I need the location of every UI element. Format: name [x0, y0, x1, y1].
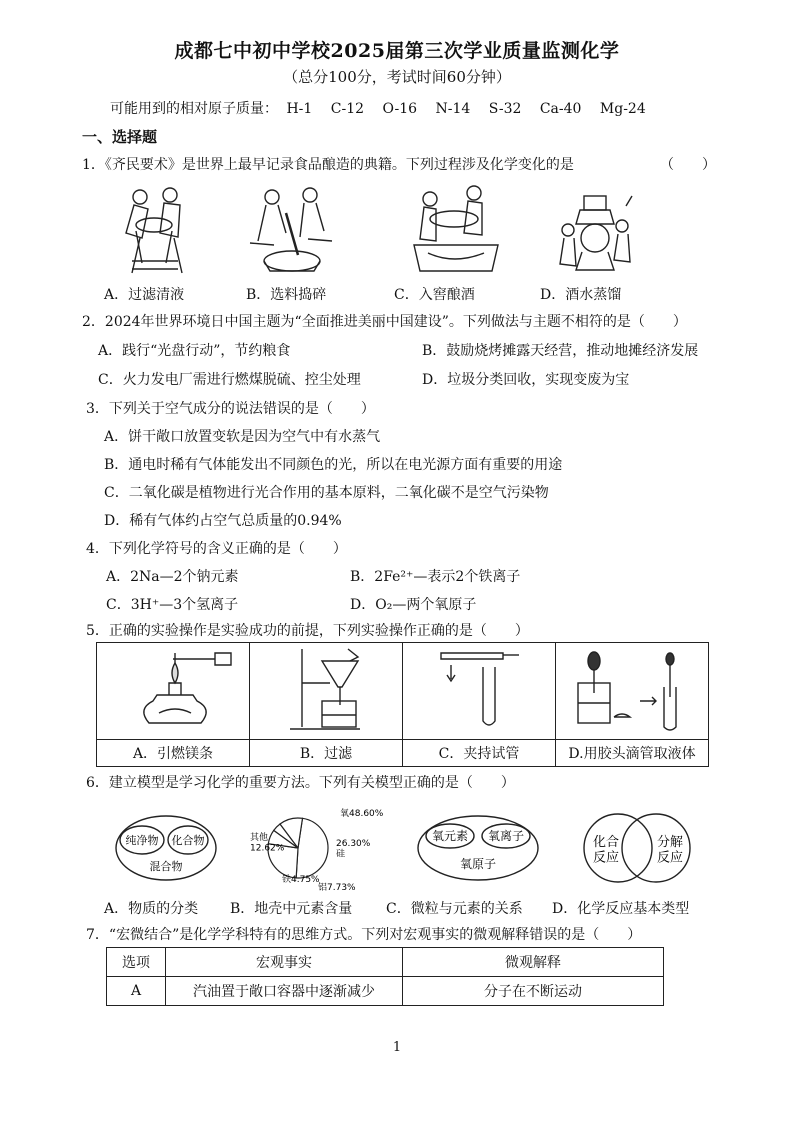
- q5-caption-a: A．引燃镁条: [97, 740, 250, 767]
- atomic-mass: O-16: [382, 101, 418, 117]
- pie-label: 铁4.75%: [282, 875, 320, 885]
- atomic-masses-label: 可能用到的相对原子质量：: [110, 101, 278, 117]
- q3-option-d: D．稀有气体约占空气总质量的0.94%: [104, 513, 342, 529]
- alcohol-lamp-ignite-icon: [97, 643, 249, 735]
- q6-option-d: D．化学反应基本类型: [552, 901, 690, 917]
- page-subtitle: （总分100分，考试时间60分钟）: [283, 68, 511, 86]
- q5-caption-d: D.用胶头滴管取液体: [556, 740, 709, 767]
- q5-image-d: [556, 643, 709, 740]
- q2-option-a: A．践行“光盘行动”，节约粮食: [98, 343, 291, 359]
- model-a-outer-label: 混合物: [149, 860, 183, 873]
- atomic-mass: S-32: [488, 101, 522, 117]
- q5-caption-c: C．夹持试管: [403, 740, 556, 767]
- atomic-mass: H-1: [286, 101, 313, 117]
- question-4-stem: 4．下列化学符号的含义正确的是（ ）: [86, 541, 347, 557]
- q3-option-a: A．饼干敞口放置变软是因为空气中有水蒸气: [104, 429, 381, 445]
- question-6-stem: 6．建立模型是学习化学的重要方法。下列有关模型正确的是（ ）: [86, 775, 515, 791]
- atomic-mass: C-12: [330, 101, 365, 117]
- atomic-mass: Ca-40: [539, 101, 582, 117]
- model-c-right-label: 氧离子: [487, 829, 525, 843]
- pie-label: 26.30%硅: [336, 839, 371, 860]
- q7-table: [106, 947, 664, 1006]
- question-7-stem: 7．“宏微结合”是化学学科特有的思维方式。下列对宏观事实的微观解释错误的是（ ）: [86, 927, 642, 943]
- atomic-mass: N-14: [435, 101, 471, 117]
- q2-option-b: B．鼓励烧烤摊露天经营，推动地摊经济发展: [422, 343, 699, 359]
- model-c-left-label: 氧元素: [431, 829, 469, 843]
- q6-option-a: A．物质的分类: [104, 901, 199, 917]
- q5-image-a: [97, 643, 250, 740]
- model-a-left-label: 纯净物: [125, 834, 159, 847]
- pie-label: 其他 12.62%: [250, 833, 285, 854]
- model-c-particle-diagram: [414, 812, 544, 886]
- q7-cell-macro: 汽油置于敞口容器中逐渐减少: [166, 977, 403, 1006]
- test-tube-holder-icon: [403, 643, 555, 735]
- model-d-reaction-type-diagram: [578, 808, 698, 888]
- q7-header-macro: 宏观事实: [166, 948, 403, 977]
- pie-label: 铝7.73%: [318, 883, 356, 893]
- pie-label: 氧48.60%: [340, 809, 384, 819]
- q4-option-d: D．O₂—两个氧原子: [350, 597, 477, 613]
- q2-option-d: D．垃圾分类回收，实现变废为宝: [422, 372, 630, 388]
- model-c-outer-label: 氧原子: [459, 857, 497, 871]
- q1-option-d: D．酒水蒸馏: [540, 287, 622, 303]
- distilling-scene-icon: [556, 190, 636, 275]
- cellar-fermenting-scene-icon: [408, 183, 503, 278]
- atomic-mass: Mg-24: [599, 101, 646, 117]
- q5-options-table: [96, 642, 709, 767]
- q5-image-b: [250, 643, 403, 740]
- q6-option-c: C．微粒与元素的关系: [386, 901, 523, 917]
- question-1-stem: 1．《齐民要术》是世界上最早记录食品酿造的典籍。下列过程涉及化学变化的是: [82, 157, 574, 173]
- q3-option-b: B．通电时稀有气体能发出不同颜色的光，所以在电光源方面有重要的用途: [104, 457, 563, 473]
- q7-cell-micro: 分子在不断运动: [403, 977, 664, 1006]
- crust-element-pie-chart: [248, 798, 384, 894]
- section-title: 一、选择题: [82, 128, 158, 146]
- question-3-stem: 3．下列关于空气成分的说法错误的是（ ）: [86, 401, 375, 417]
- q4-option-b: B．2Fe²⁺—表示2个铁离子: [350, 569, 521, 585]
- q5-caption-b: B．过滤: [250, 740, 403, 767]
- q3-option-c: C．二氧化碳是植物进行光合作用的基本原料，二氧化碳不是空气污染物: [104, 485, 549, 501]
- q4-option-a: A．2Na—2个钠元素: [106, 569, 239, 585]
- table-row: [107, 977, 664, 1006]
- q1-option-b: B．选料捣碎: [246, 287, 327, 303]
- question-1-answer-bracket: （ ）: [660, 157, 716, 173]
- question-2-stem: 2．2024年世界环境日中国主题为“全面推进美丽中国建设”。下列做法与主题不相符的是（ ）: [82, 314, 687, 330]
- model-d-left-label: 化合反应: [592, 835, 620, 866]
- model-a-classification-diagram: [112, 812, 222, 886]
- q7-cell-option: A: [107, 977, 166, 1006]
- filtering-scene-icon: [112, 183, 197, 278]
- q1-option-a: A．过滤清液: [104, 287, 185, 303]
- page-number: 1: [392, 1040, 402, 1055]
- grinding-scene-icon: [240, 183, 340, 278]
- q2-option-c: C．火力发电厂需进行燃煤脱硫、控尘处理: [98, 372, 361, 388]
- dropper-reagent-icon: [556, 643, 708, 735]
- q4-option-c: C．3H⁺—3个氢离子: [106, 597, 239, 613]
- model-d-right-label: 分解反应: [656, 835, 684, 866]
- q6-option-b: B．地壳中元素含量: [230, 901, 353, 917]
- q7-header-option: 选项: [107, 948, 166, 977]
- page-title: 成都七中初中学校2025届第三次学业质量监测化学: [174, 40, 620, 62]
- atomic-masses-line: [110, 98, 660, 118]
- q5-image-c: [403, 643, 556, 740]
- q1-option-c: C．入窖酿酒: [394, 287, 475, 303]
- question-5-stem: 5．正确的实验操作是实验成功的前提，下列实验操作正确的是（ ）: [86, 623, 529, 639]
- model-a-right-label: 化合物: [171, 834, 205, 847]
- filtration-setup-icon: [250, 643, 402, 735]
- q7-header-micro: 微观解释: [403, 948, 664, 977]
